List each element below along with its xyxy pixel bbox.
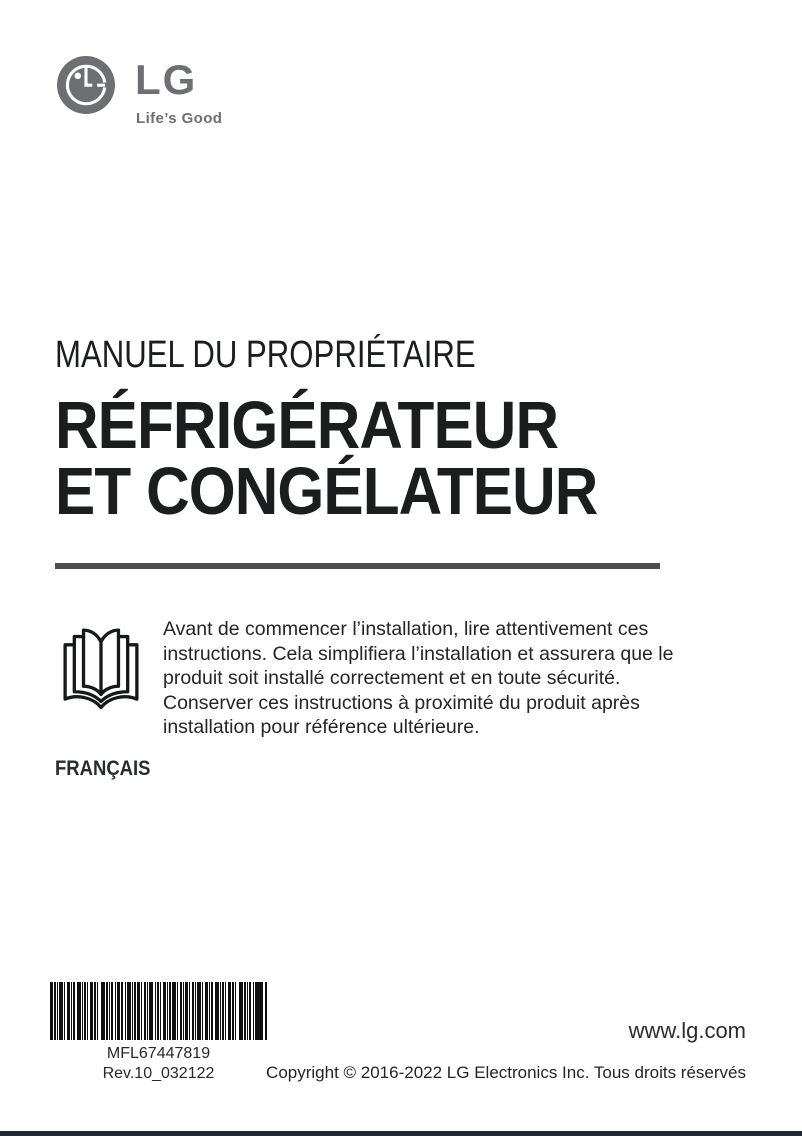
title-divider (55, 563, 660, 569)
revision-number: Rev.10_032122 (102, 1065, 215, 1082)
barcode-block (50, 982, 267, 1084)
title-line-1: RÉFRIGÉRATEUR (55, 388, 559, 463)
copyright-notice: Copyright © 2016-2022 LG Electronics Inc. Tous droits réservés (266, 1063, 746, 1082)
barcode (50, 982, 267, 1040)
lg-tagline: Life’s Good (136, 110, 223, 127)
lg-wordmark: LG (135, 56, 198, 103)
title-line-2: ET CONGÉLATEUR (55, 454, 598, 529)
intro-paragraph (163, 617, 674, 740)
intro-line: instructions. Cela simplifiera l’installation et assurera que le (163, 642, 674, 665)
intro-line: Conserver ces instructions à proximité du produit après (163, 691, 640, 714)
open-book-icon (55, 620, 147, 712)
bottom-edge-bar (0, 1131, 802, 1136)
language-label: FRANÇAIS (55, 757, 151, 780)
lg-logo-icon (57, 56, 115, 114)
lg-logo (57, 56, 317, 136)
intro-line: installation pour référence ultérieure. (163, 716, 480, 739)
barcode-codes (50, 1044, 267, 1084)
intro-line: produit soit installé correctement et en toute sécurité. (163, 667, 621, 690)
document-title (55, 388, 598, 529)
intro-line: Avant de commencer l’installation, lire attentivement ces (163, 618, 649, 640)
website-url: www.lg.com (628, 1018, 746, 1043)
part-number: MFL67447819 (106, 1045, 211, 1062)
document-subtitle: MANUEL DU PROPRIÉTAIRE (55, 334, 476, 376)
